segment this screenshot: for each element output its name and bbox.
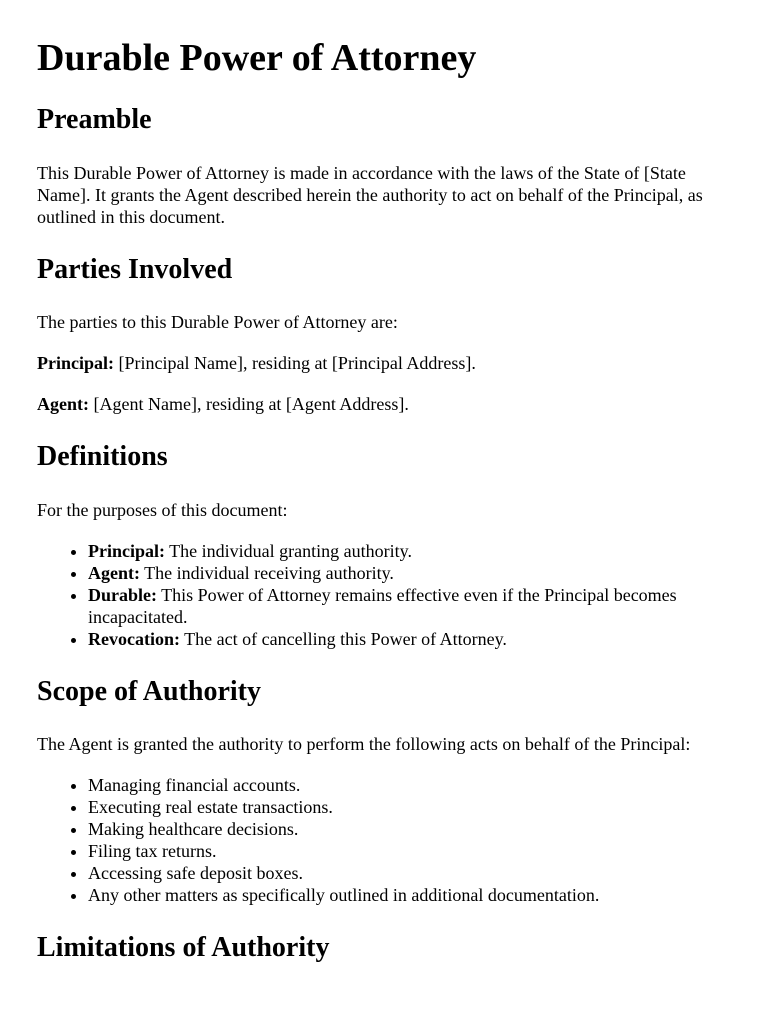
definition-text: The individual granting authority. [165,541,412,561]
scope-item: • Any other matters as specifically outlined in additional documentation. [88,884,733,906]
agent-label: Agent: [37,394,89,414]
definitions-list [37,540,733,650]
agent-party [37,393,733,415]
preamble-heading: Preamble [37,104,152,135]
definition-term: Principal: [88,541,165,561]
scope-item: • Managing financial accounts. [88,774,733,796]
principal-details: [Principal Name], residing at [Principal Address]. [114,353,476,373]
scope-item: • Accessing safe deposit boxes. [88,862,733,884]
principal-label: Principal: [37,353,114,373]
definition-text: The individual receiving authority. [140,563,394,583]
definition-item [88,628,733,650]
definitions-heading: Definitions [37,441,168,472]
definition-term: Durable: [88,585,157,605]
definitions-intro: For the purposes of this document: [37,500,288,520]
limitations-heading: Limitations of Authority [37,932,330,963]
scope-heading: Scope of Authority [37,676,261,707]
principal-party [37,352,733,374]
scope-item: • Making healthcare decisions. [88,818,733,840]
definition-item [88,562,733,584]
definition-text: This Power of Attorney remains effective even if the Principal becomes incapacitated. [88,585,677,627]
scope-item: • Filing tax returns. [88,840,733,862]
agent-details: [Agent Name], residing at [Agent Address]. [89,394,409,414]
document-title: Durable Power of Attorney [37,37,477,79]
parties-heading: Parties Involved [37,254,233,285]
scope-list [37,774,733,906]
preamble-text: This Durable Power of Attorney is made in accordance with the laws of the State of [State Name]. It grants the Agent described herein the authority to act on behalf of the Principal, as outlined in this document. [37,163,703,227]
parties-intro: The parties to this Durable Power of Attorney are: [37,312,398,332]
scope-item: • Executing real estate transactions. [88,796,733,818]
scope-intro: The Agent is granted the authority to perform the following acts on behalf of the Principal: [37,734,691,754]
definition-text: The act of cancelling this Power of Attorney. [179,629,507,649]
definition-item [88,584,733,628]
definition-item [88,540,733,562]
definition-term: Agent: [88,563,140,583]
definition-term: Revocation: [88,629,180,649]
